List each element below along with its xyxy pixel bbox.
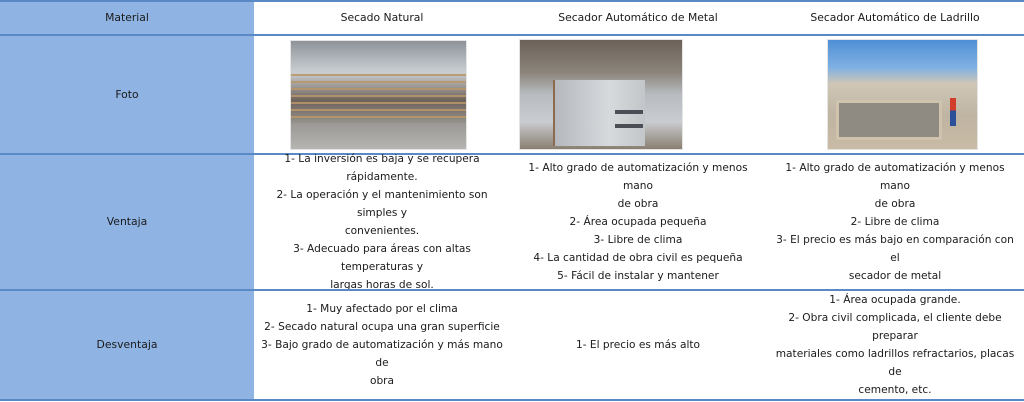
row-label-ventaja-text: Ventaja [106,215,148,228]
desventaja-natural-line: 2- Secado natural ocupa una gran superficie [264,321,500,333]
ventaja-natural [254,153,510,289]
ventaja-natural-line: largas horas de sol. [330,279,434,291]
ventaja-metal-line: 3- Libre de clima [593,234,683,246]
photo-secado-natural [290,40,467,150]
desventaja-natural-line: 1- Muy afectado por el clima [306,303,458,315]
desventaja-ladrillo-line: cemento, etc. [858,384,932,396]
ventaja-natural-line: 3- Adecuado para áreas con altas temperaturas y [293,243,471,273]
photo-cell-ladrillo [766,34,1024,153]
header-material [0,0,254,34]
ventaja-natural-line: 2- La operación y el mantenimiento son simples y [276,189,488,219]
row-label-ventaja [0,153,254,289]
ventaja-natural-line: 1- La inversión es baja y se recupera rápidamente. [284,153,480,183]
ventaja-metal-line: 4- La cantidad de obra civil es pequeña [533,252,743,264]
ventaja-metal-line: 5- Fácil de instalar y mantener [557,270,719,282]
header-secador-metal [510,0,766,34]
ventaja-ladrillo-line: secador de metal [848,270,942,282]
desventaja-ladrillo [766,289,1024,401]
desventaja-metal [510,289,766,401]
desventaja-ladrillo-line: materiales como ladrillos refractarios, placas de [775,348,1015,378]
ventaja-ladrillo-line: 2- Libre de clima [850,216,940,228]
photo-cell-metal [510,34,766,153]
ventaja-metal-line: 2- Área ocupada pequeña [569,216,707,228]
ventaja-ladrillo [766,153,1024,289]
ventaja-natural-line: convenientes. [344,225,420,237]
photo-secador-metal [519,39,683,150]
header-secador-metal-text: Secador Automático de Metal [558,11,718,24]
desventaja-natural-line: 3- Bajo grado de automatización y más mano de [261,339,503,369]
desventaja-natural [254,289,510,401]
desventaja-natural-line: obra [369,375,395,387]
row-label-desventaja [0,289,254,401]
desventaja-ladrillo-line: 2- Obra civil complicada, el cliente debe preparar [788,312,1002,342]
header-secador-ladrillo-text: Secador Automático de Ladrillo [810,11,980,24]
desventaja-metal-line: 1- El precio es más alto [575,339,701,351]
row-label-desventaja-text: Desventaja [96,338,158,351]
photo-secador-ladrillo [827,39,978,150]
ventaja-metal [510,153,766,289]
header-secado-natural [254,0,510,34]
row-label-foto-text: Foto [115,87,139,101]
photo-cell-natural [254,34,510,153]
ventaja-metal-line: de obra [617,198,659,210]
desventaja-ladrillo-line: 1- Área ocupada grande. [829,294,961,306]
ventaja-ladrillo-line: 1- Alto grado de automatización y menos mano [785,162,1005,192]
row-label-foto [0,34,254,153]
header-secador-ladrillo [766,0,1024,34]
ventaja-ladrillo-line: de obra [874,198,916,210]
header-secado-natural-text: Secado Natural [340,11,424,24]
ventaja-ladrillo-line: 3- El precio es más bajo en comparación con el [776,234,1014,264]
header-material-text: Material [105,11,149,24]
ventaja-metal-line: 1- Alto grado de automatización y menos mano [528,162,748,192]
